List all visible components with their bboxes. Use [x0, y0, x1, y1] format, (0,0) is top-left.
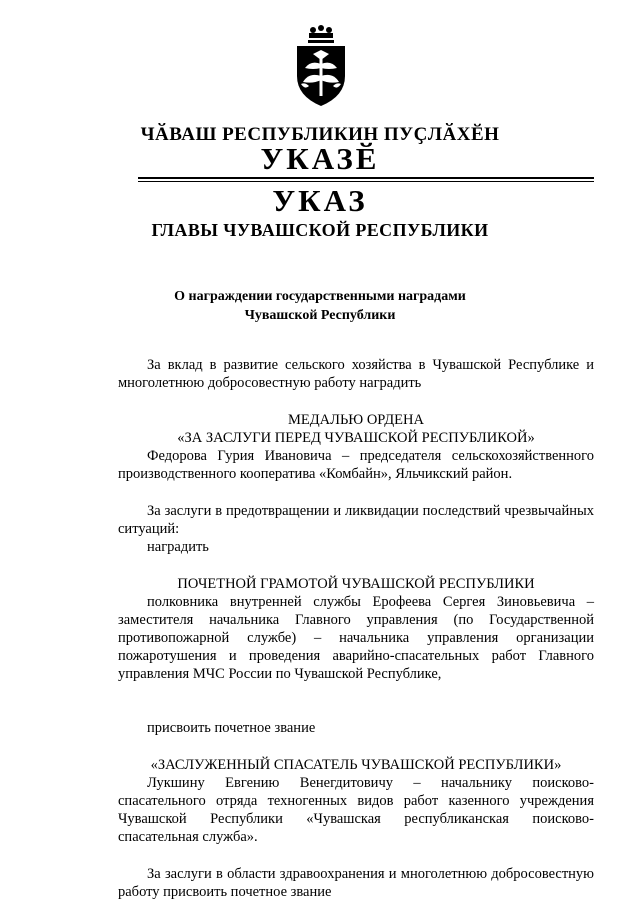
award-medal-title: МЕДАЛЬЮ ОРДЕНА [288, 412, 424, 428]
chuvash-title: ЧӐВАШ РЕСПУБЛИКИН ПУҪЛӐХӖН [140, 124, 500, 145]
paragraph-agriculture: За вклад в развитие сельского хозяйства в Чувашской Республике и многолетнюю добросовестную работу наградить [118, 357, 594, 391]
chuvash-coat-of-arms-icon [285, 24, 357, 110]
paragraph-emergency-award: наградить [147, 539, 209, 555]
decree-title: УКАЗ [272, 183, 368, 218]
award-rescuer-title: «ЗАСЛУЖЕННЫЙ СПАСАТЕЛЬ ЧУВАШСКОЙ РЕСПУБЛИКИ» [150, 757, 562, 773]
subject-line-1: О награждении государственными наградами [174, 289, 466, 304]
chuvash-decree-word: УКАЗӖ [260, 141, 380, 176]
award-medal-recipient: Федорова Гурия Ивановича – председателя сельскохозяйственного производственного кооператива «Комбайн», Яльчикский район. [118, 448, 594, 482]
paragraph-emergency: За заслуги в предотвращении и ликвидации последствий чрезвычайных ситуаций: [118, 503, 594, 537]
paragraph-healthcare: За заслуги в области здравоохранения и многолетнюю добросовестную работу присвоить почетное звание [118, 866, 594, 900]
header-divider-thin [138, 181, 594, 182]
decree-subject [0, 287, 640, 325]
award-certificate-recipient: полковника внутренней службы Ерофеева Сергея Зиновьевича – заместителя начальника Главного управления (по Государственной противопожарной службе) – начальника управления организации пожаротушения и проведения аварийно-спасательных работ Главного управления МЧС России по Чувашской Республике, [118, 594, 594, 682]
award-medal-subtitle: «ЗА ЗАСЛУГИ ПЕРЕД ЧУВАШСКОЙ РЕСПУБЛИКОЙ» [177, 430, 535, 446]
decree-body [118, 356, 594, 901]
award-rescuer-recipient: Лукшину Евгению Венегдитовичу – начальнику поисково-спасательного отряда техногенных видов работ казенного учреждения Чувашской Республики «Чувашская республиканская поисково-спасательная служба». [118, 775, 594, 845]
award-certificate-title: ПОЧЕТНОЙ ГРАМОТОЙ ЧУВАШСКОЙ РЕСПУБЛИКИ [177, 576, 535, 592]
header-divider [138, 177, 594, 179]
subject-line-2: Чувашской Республики [244, 308, 396, 323]
decree-subtitle: ГЛАВЫ ЧУВАШСКОЙ РЕСПУБЛИКИ [151, 220, 489, 240]
paragraph-honorary-title: присвоить почетное звание [147, 720, 316, 736]
